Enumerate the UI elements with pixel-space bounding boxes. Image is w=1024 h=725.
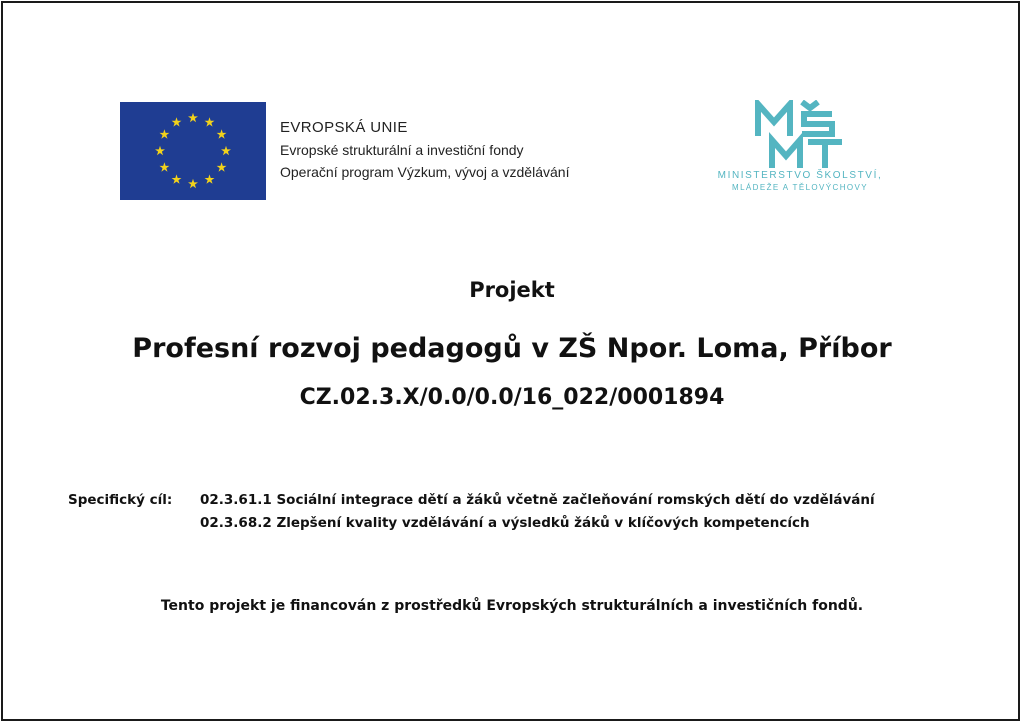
eu-star-icon (221, 146, 231, 155)
eu-text-block (280, 116, 569, 183)
specific-goal-item: 02.3.68.2 Zlepšení kvality vzdělávání a výsledků žáků v klíčových kompetencích (200, 515, 810, 531)
eu-star-icon (159, 162, 169, 171)
eu-star-icon (217, 162, 227, 171)
eu-star-icon (188, 113, 198, 122)
project-title: Profesní rozvoj pedagogů v ZŠ Npor. Loma, Příbor (132, 333, 892, 364)
eu-flag-icon (120, 102, 266, 200)
eu-star-icon (159, 129, 169, 138)
eu-star-icon (205, 117, 215, 126)
msmt-logo-icon (752, 100, 848, 170)
specific-goals-list (200, 492, 875, 538)
eu-name: EVROPSKÁ UNIE (280, 119, 408, 136)
eu-star-icon (217, 129, 227, 138)
eu-star-icon (172, 174, 182, 183)
eu-star-icon (172, 117, 182, 126)
eu-star-icon (155, 146, 165, 155)
specific-goals-label: Specifický cíl: (68, 492, 173, 508)
msmt-name (700, 170, 900, 193)
eu-programme: Operační program Výzkum, vývoj a vzdělávání (280, 164, 570, 180)
specific-goal-item: 02.3.61.1 Sociální integrace dětí a žáků včetně začleňování romských dětí do vzdělávání (200, 492, 875, 508)
msmt-name-line2: MLÁDEŽE A TĚLOVÝCHOVY (732, 183, 868, 192)
msmt-logo (700, 100, 900, 200)
msmt-name-line1: MINISTERSTVO ŠKOLSTVÍ, (717, 170, 883, 181)
eu-star-icon (188, 179, 198, 188)
project-code: CZ.02.3.X/0.0/0.0/16_022/0001894 (299, 385, 725, 410)
eu-star-icon (205, 174, 215, 183)
project-label: Projekt (469, 278, 555, 302)
funding-note: Tento projekt je financován z prostředků Evropských strukturálních a investičních fondů. (160, 598, 864, 614)
eu-funds: Evropské strukturální a investiční fondy (280, 142, 524, 158)
